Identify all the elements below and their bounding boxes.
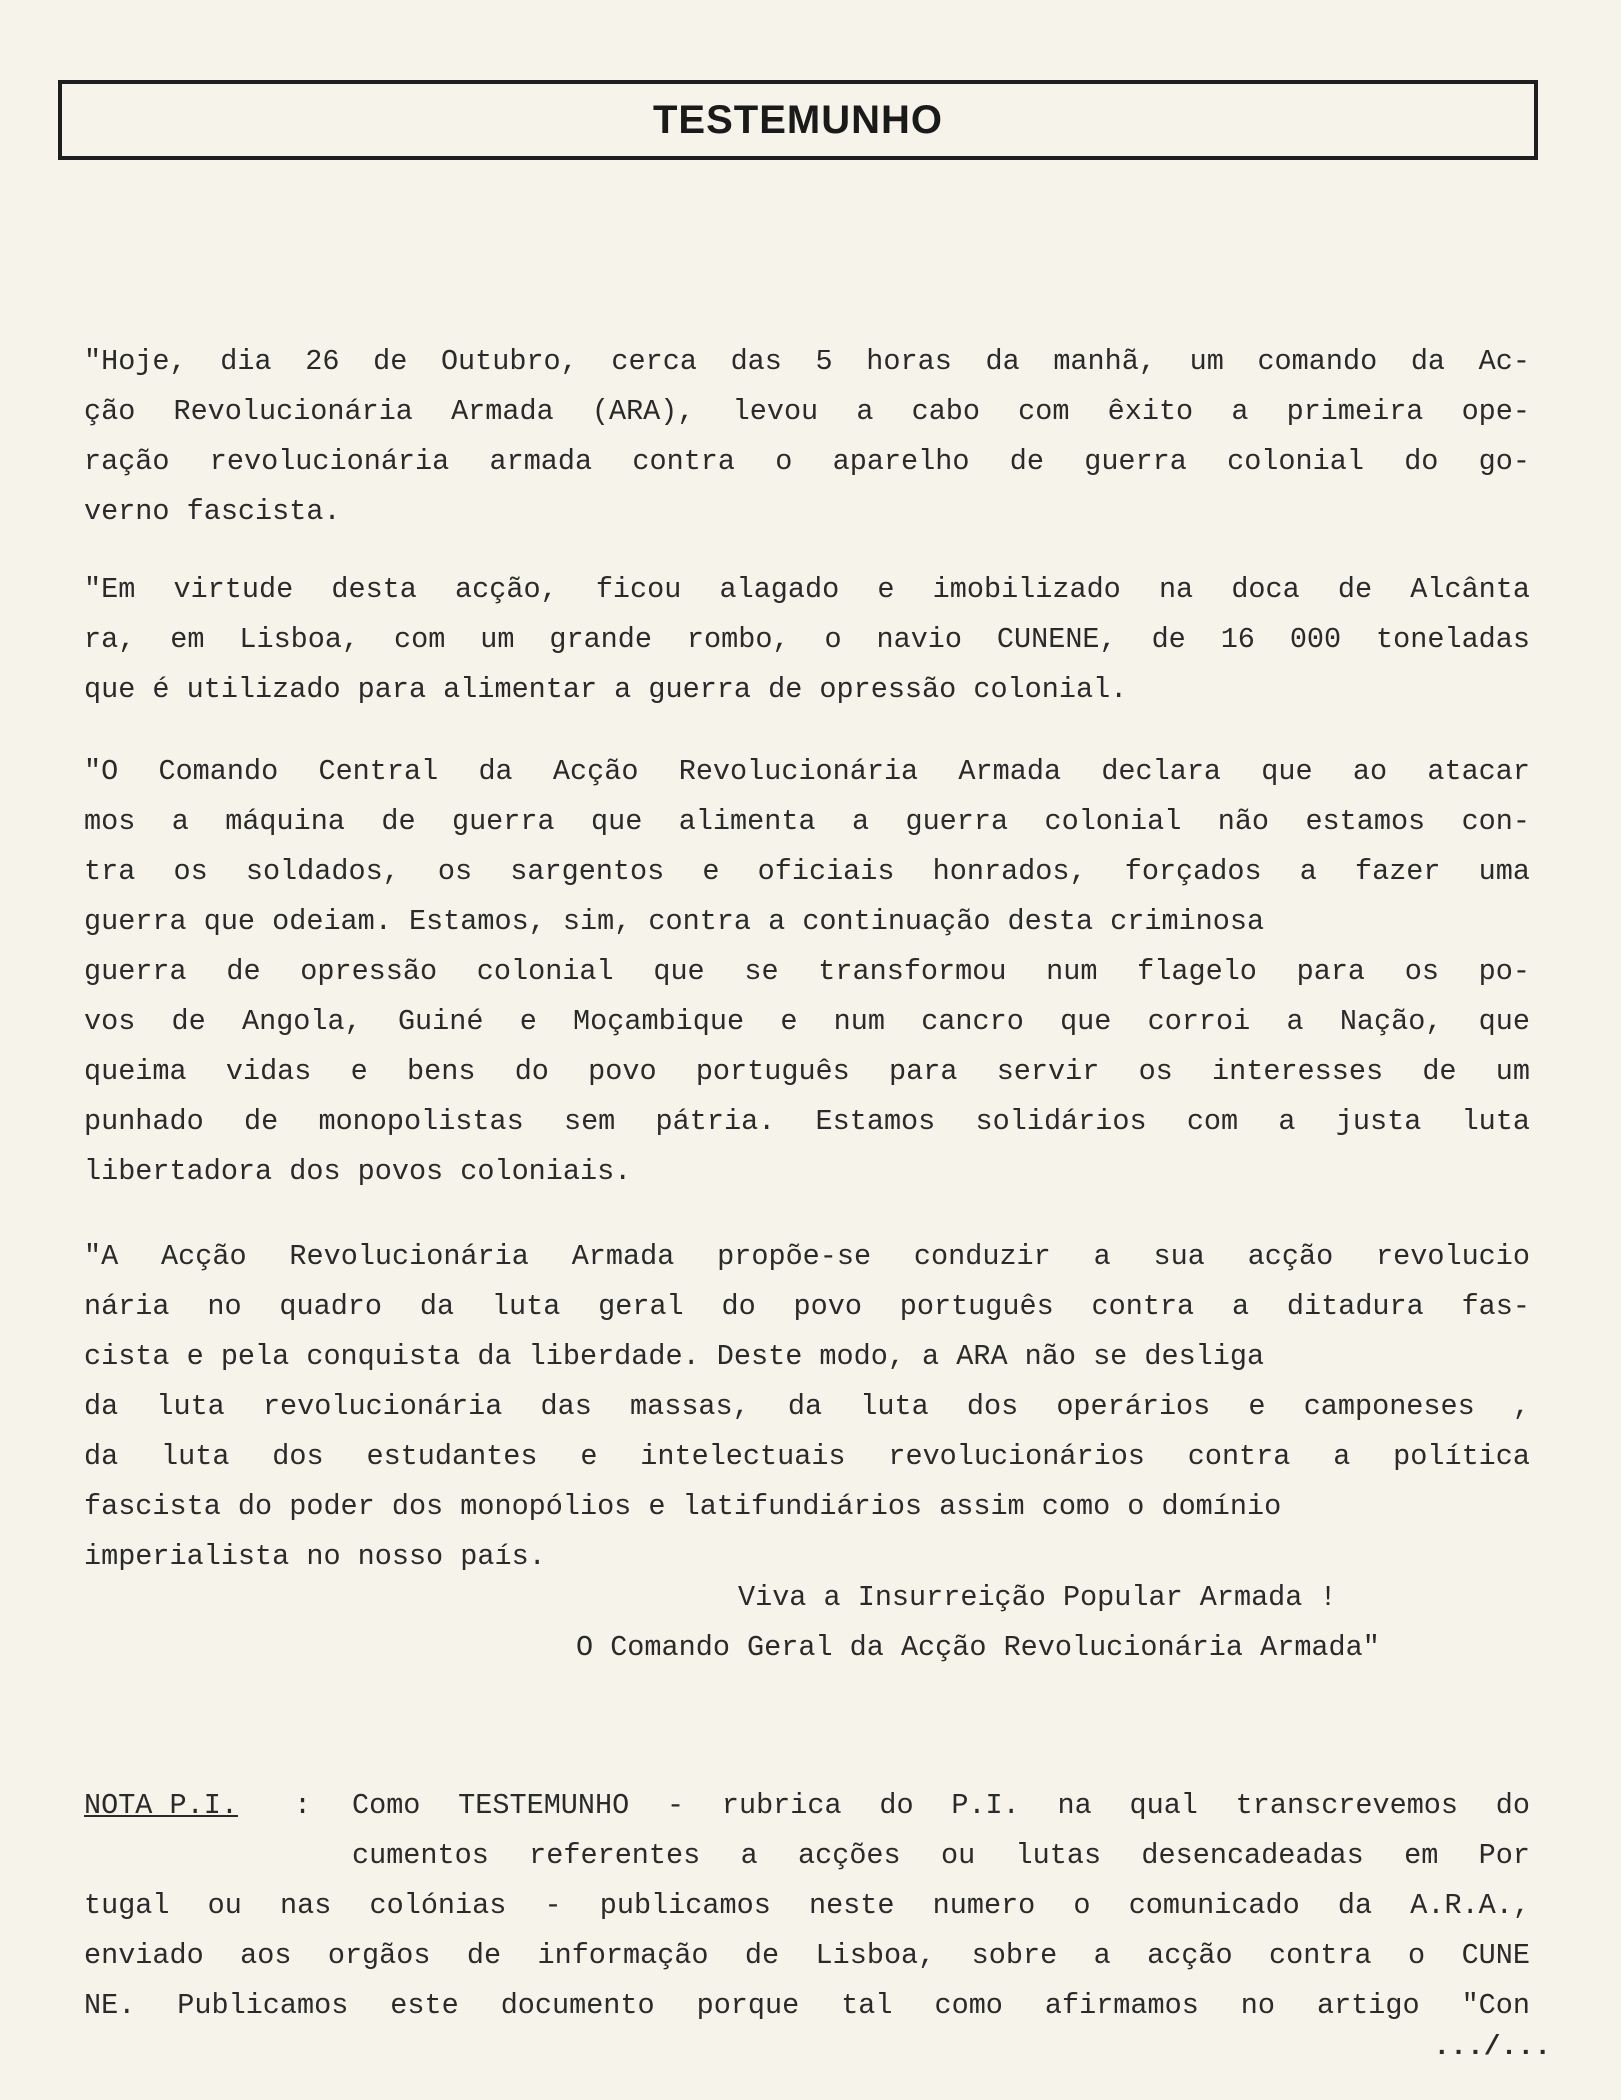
- text-line: NE. Publicamos este documento porque tal como afirmamos no artigo "Con: [84, 1989, 1530, 2022]
- text-line: cumentos referentes a acções ou lutas desencadeadas em Por: [352, 1839, 1530, 1872]
- text-line: enviado aos orgãos de informação de Lisboa, sobre a acção contra o CUNE: [84, 1939, 1530, 1972]
- text-line: "O Comando Central da Acção Revolucionária Armada declara que ao atacar: [84, 755, 1530, 788]
- text-line: imperialista no nosso país.: [84, 1540, 546, 1573]
- note-colon: :: [294, 1789, 312, 1822]
- paragraph: [84, 565, 1530, 715]
- text-line: punhado de monopolistas sem pátria. Estamos solidários com a justa luta: [84, 1105, 1530, 1138]
- text-line: guerra que odeiam. Estamos, sim, contra a continuação desta criminosa: [84, 905, 1265, 938]
- text-line: guerra de opressão colonial que se transformou num flagelo para os po-: [84, 955, 1530, 988]
- text-line: tra os soldados, os sargentos e oficiais honrados, forçados a fazer uma: [84, 855, 1530, 888]
- text-line: fascista do poder dos monopólios e latifundiários assim como o domínio: [84, 1490, 1282, 1523]
- text-line: mos a máquina de guerra que alimenta a guerra colonial não estamos con-: [84, 805, 1530, 838]
- continuation-mark: .../...: [1433, 2032, 1551, 2063]
- text-line: "Hoje, dia 26 de Outubro, cerca das 5 horas da manhã, um comando da Ac-: [84, 345, 1530, 378]
- text-line: cista e pela conquista da liberdade. Deste modo, a ARA não se desliga: [84, 1340, 1265, 1373]
- text-line: tugal ou nas colónias - publicamos neste numero o comunicado da A.R.A.,: [84, 1889, 1530, 1922]
- signature-line-1: Viva a Insurreição Popular Armada !: [738, 1581, 1337, 1614]
- text-line: da luta dos estudantes e intelectuais revolucionários contra a política: [84, 1440, 1530, 1473]
- text-line: Como TESTEMUNHO - rubrica do P.I. na qual transcrevemos do: [352, 1789, 1530, 1822]
- paragraph: [84, 337, 1530, 537]
- text-line: que é utilizado para alimentar a guerra de opressão colonial.: [84, 673, 1128, 706]
- text-line: "A Acção Revolucionária Armada propõe-se conduzir a sua acção revolucio: [84, 1240, 1530, 1273]
- signature-line-2: O Comando Geral da Acção Revolucionária Armada": [576, 1631, 1380, 1664]
- paragraph: [84, 1232, 1530, 1582]
- paragraph: [84, 747, 1530, 1197]
- text-line: libertadora dos povos coloniais.: [84, 1155, 632, 1188]
- note-label: NOTA P.I.: [84, 1789, 238, 1822]
- text-line: vos de Angola, Guiné e Moçambique e num cancro que corroi a Nação, que: [84, 1005, 1530, 1038]
- text-line: queima vidas e bens do povo português para servir os interesses de um: [84, 1055, 1530, 1088]
- text-line: da luta revolucionária das massas, da luta dos operários e camponeses ,: [84, 1390, 1530, 1423]
- note-paragraph: [84, 1881, 1530, 2031]
- text-line: nária no quadro da luta geral do povo português contra a ditadura fas-: [84, 1290, 1530, 1323]
- text-line: verno fascista.: [84, 495, 341, 528]
- text-line: ra, em Lisboa, com um grande rombo, o navio CUNENE, de 16 000 toneladas: [84, 623, 1530, 656]
- text-line: ção Revolucionária Armada (ARA), levou a cabo com êxito a primeira ope-: [84, 395, 1530, 428]
- text-line: ração revolucionária armada contra o aparelho de guerra colonial do go-: [84, 445, 1530, 478]
- page-title: TESTEMUNHO: [653, 97, 943, 142]
- text-line: "Em virtude desta acção, ficou alagado e imobilizado na doca de Alcânta: [84, 573, 1530, 606]
- header-box: [58, 80, 1538, 160]
